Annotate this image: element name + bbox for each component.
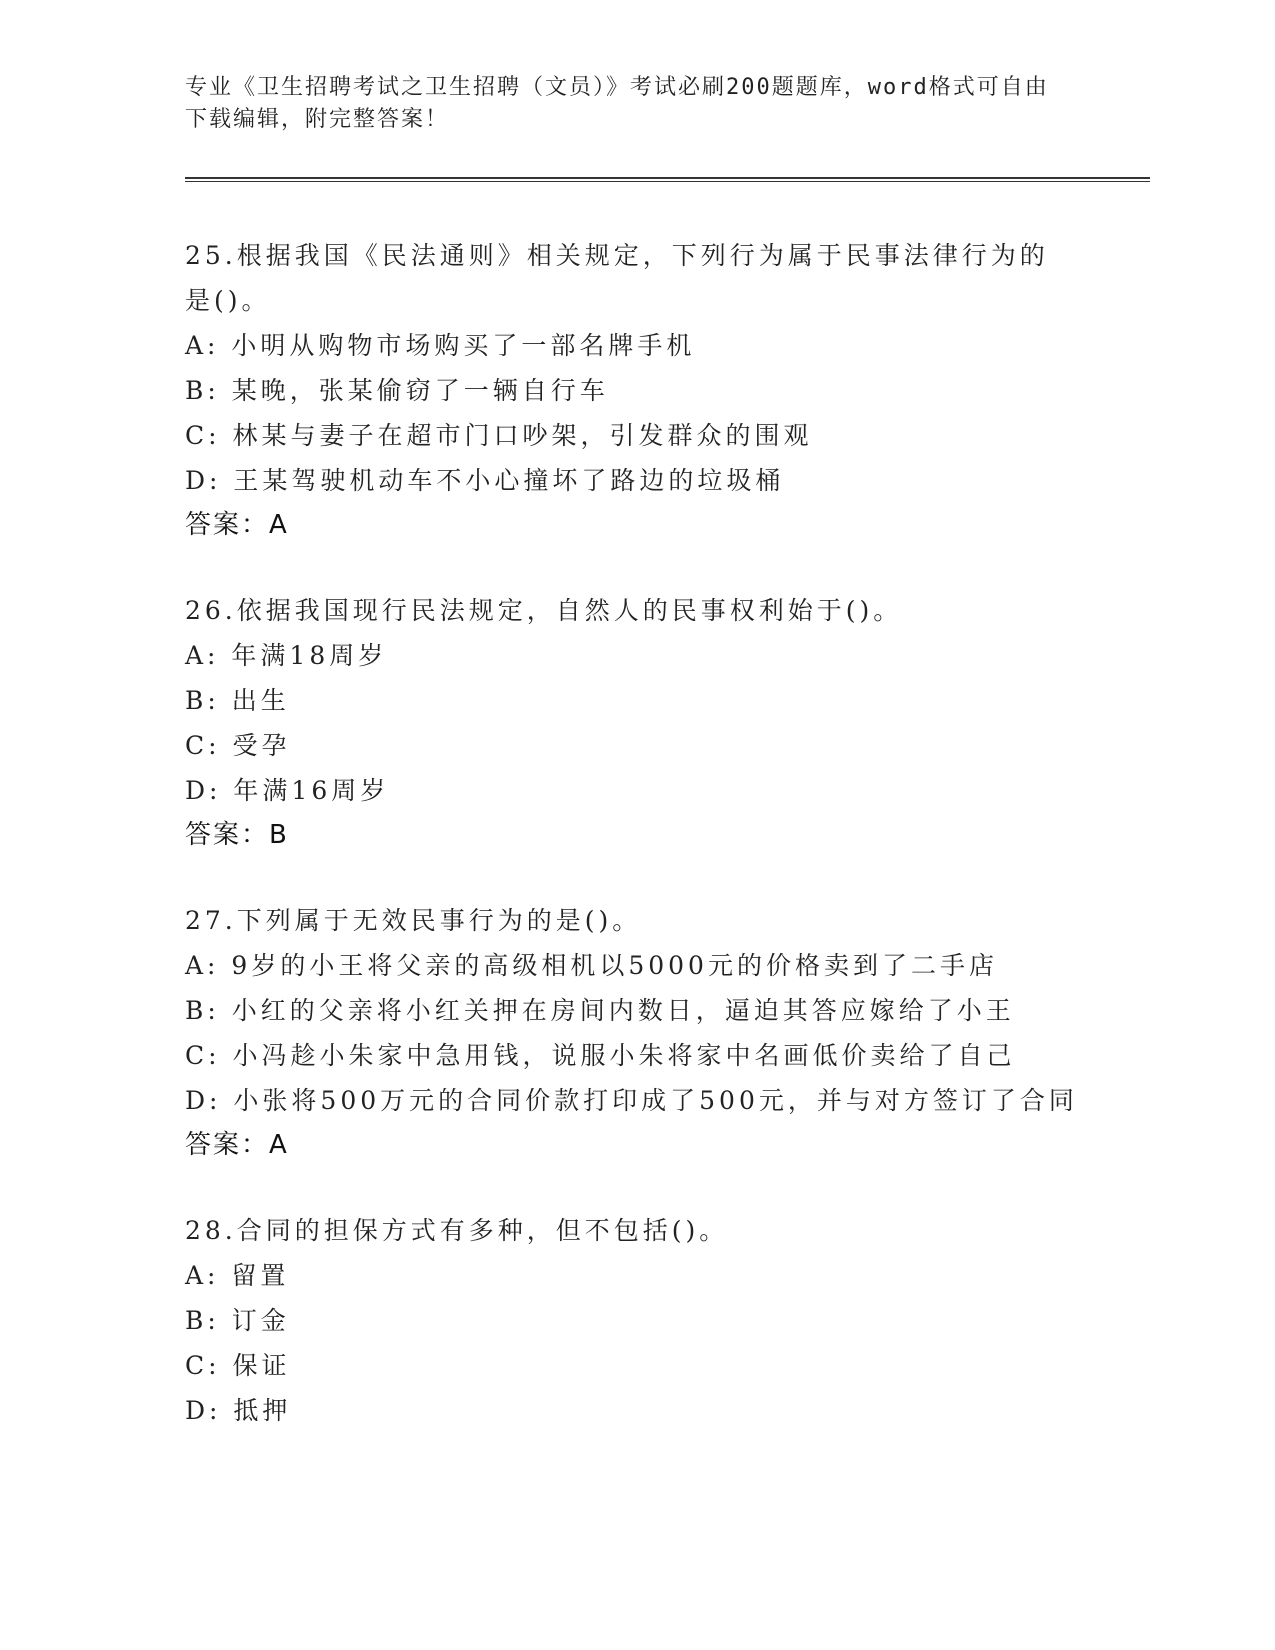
- option-a: A: 9岁的小王将父亲的高级相机以5000元的价格卖到了二手店: [185, 951, 998, 980]
- answer-line: 答案：B: [185, 820, 289, 850]
- header-divider-thin: [185, 181, 1150, 182]
- option-b: B: 订金: [185, 1306, 290, 1335]
- option-c: C: 受孕: [185, 731, 291, 760]
- question-27: [185, 898, 1150, 1168]
- question-28: [185, 1208, 1150, 1433]
- option-d: D: 小张将500万元的合同价款打印成了500元，并与对方签订了合同: [185, 1086, 1078, 1115]
- header-divider-thick: [185, 177, 1150, 179]
- question-25: [185, 233, 1150, 548]
- option-c: C: 小冯趁小朱家中急用钱，说服小朱将家中名画低价卖给了自己: [185, 1041, 1016, 1070]
- question-stem: 27.下列属于无效民事行为的是()。: [185, 906, 642, 935]
- option-d: D: 年满16周岁: [185, 776, 390, 805]
- question-stem: 26.依据我国现行民法规定，自然人的民事权利始于()。: [185, 596, 903, 625]
- question-26: [185, 588, 1150, 858]
- header-intro: 专业《卫生招聘考试之卫生招聘（文员）》考试必刷200题题库，word格式可自由下载编辑，附完整答案！: [185, 75, 1049, 132]
- option-a: A: 小明从购物市场购买了一部名牌手机: [185, 331, 696, 360]
- question-stem: 28.合同的担保方式有多种，但不包括()。: [185, 1216, 729, 1245]
- option-c: C: 保证: [185, 1351, 291, 1380]
- answer-line: 答案：A: [185, 1130, 289, 1160]
- option-b: B: 某晚，张某偷窃了一辆自行车: [185, 376, 609, 405]
- answer-line: 答案：A: [185, 510, 289, 540]
- question-list: [185, 233, 1150, 1473]
- option-c: C: 林某与妻子在超市门口吵架，引发群众的围观: [185, 421, 813, 450]
- question-stem: 25.根据我国《民法通则》相关规定，下列行为属于民事法律行为的是()。: [185, 241, 1049, 315]
- option-d: D: 王某驾驶机动车不小心撞坏了路边的垃圾桶: [185, 466, 785, 495]
- option-a: A: 年满18周岁: [185, 641, 388, 670]
- option-b: B: 小红的父亲将小红关押在房间内数日，逼迫其答应嫁给了小王: [185, 996, 1015, 1025]
- option-b: B: 出生: [185, 686, 290, 715]
- option-a: A: 留置: [185, 1261, 290, 1290]
- option-d: D: 抵押: [185, 1396, 292, 1425]
